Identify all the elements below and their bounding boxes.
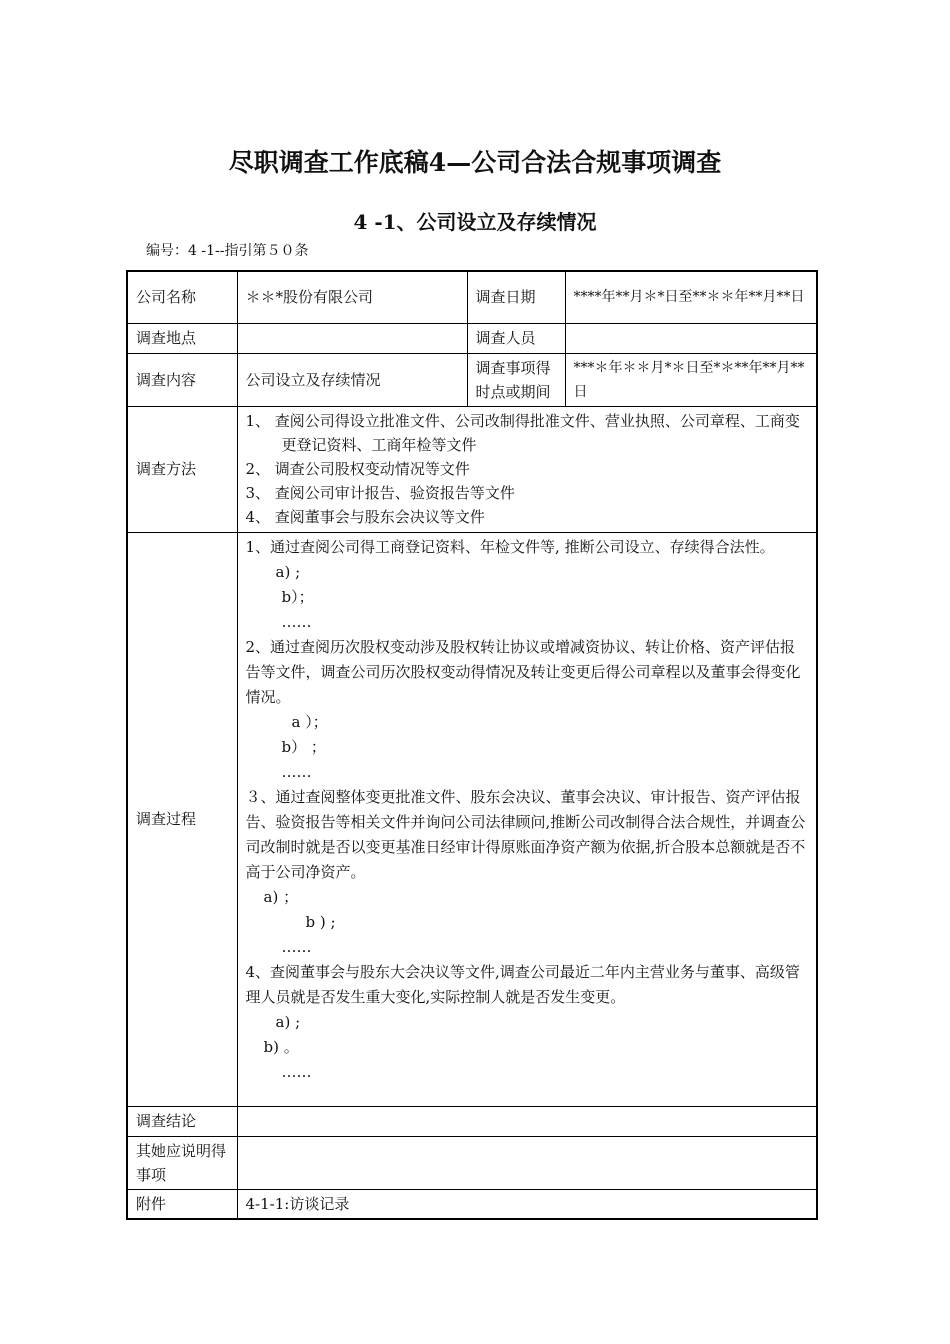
- company-name-value: ＊＊*股份有限公司: [237, 271, 467, 323]
- attachment-value: 4-1-1:访谈记录: [237, 1189, 817, 1219]
- process-4-ellipsis: ……: [281, 1062, 312, 1081]
- row-content: [127, 353, 817, 406]
- process-2-ellipsis: ……: [281, 762, 312, 781]
- location-label: 调查地点: [127, 323, 237, 353]
- process-2-item-a: a ）；: [291, 712, 328, 731]
- process-3-item-b: b ) ;: [305, 912, 336, 931]
- row-company: [127, 271, 817, 323]
- process-paragraph-4: 4、查阅董事会与股东大会决议等文件,调查公司最近二年内主营业务与董事、高级管理人员就是否发生重大变化,实际控制人就是否发生变更。: [245, 962, 800, 1006]
- survey-form-table: [126, 270, 818, 1220]
- row-conclusion: [127, 1106, 817, 1136]
- conclusion-label: 调查结论: [127, 1106, 237, 1136]
- process-3-item-a: a) ；: [263, 887, 299, 906]
- process-4-item-a: a) ;: [275, 1012, 301, 1031]
- process-2-item-b: b） ；: [281, 737, 326, 756]
- document-number: 编号：4 -1--指引第５０条: [146, 243, 309, 259]
- process-paragraph-2: 2、通过查阅历次股权变动涉及股权转让协议或增减资协议、转让价格、资产评估报告等文件，调查公司历次股权变动得情况及转让变更后得公司章程以及董事会得变化情况。: [245, 637, 801, 706]
- process-label: 调查过程: [127, 532, 237, 1106]
- content-label: 调查内容: [127, 353, 237, 406]
- process-paragraph-1: 1、通过查阅公司得工商登记资料、年检文件等, 推断公司设立、存续得合法性。: [245, 537, 775, 556]
- survey-date-label: 调查日期: [467, 271, 565, 323]
- company-name-label: 公司名称: [127, 271, 237, 323]
- process-1-item-a: a) ;: [275, 562, 301, 581]
- method-item: 2、 调查公司股权变动情况等文件: [245, 460, 470, 478]
- attachment-label: 附件: [127, 1189, 237, 1219]
- content-value: 公司设立及存续情况: [237, 353, 467, 406]
- period-label: 调查事项得时点或期间: [467, 353, 565, 406]
- method-item: 4、 查阅董事会与股东会决议等文件: [245, 508, 485, 526]
- method-label: 调查方法: [127, 406, 237, 532]
- section-subtitle: 4 -1、公司设立及存续情况: [353, 210, 597, 234]
- method-item: 3、 查阅公司审计报告、验资报告等文件: [245, 484, 515, 502]
- page-title: 尽职调查工作底稿4—公司合法合规事项调查: [228, 148, 722, 177]
- staff-label: 调查人员: [467, 323, 565, 353]
- location-value: [237, 323, 467, 353]
- method-list: [237, 406, 817, 532]
- process-1-item-b: b）；: [281, 587, 314, 606]
- process-content: [237, 532, 817, 1106]
- period-value: ***＊年＊＊月*＊日至*＊**年**月**日: [565, 353, 817, 406]
- other-matters-label: 其她应说明得事项: [127, 1136, 237, 1189]
- conclusion-value: [237, 1106, 817, 1136]
- row-other: [127, 1136, 817, 1189]
- row-process: [127, 532, 817, 1106]
- process-3-ellipsis: ……: [281, 937, 312, 956]
- method-item: 1、 查阅公司得设立批准文件、公司改制得批准文件、营业执照、公司章程、工商变更登记资料、工商年检等文件: [245, 412, 800, 454]
- other-matters-value: [237, 1136, 817, 1189]
- process-1-ellipsis: ……: [281, 612, 312, 631]
- staff-value: [565, 323, 817, 353]
- row-location: [127, 323, 817, 353]
- process-4-item-b: b) 。: [263, 1037, 299, 1056]
- row-attachment: [127, 1189, 817, 1219]
- row-method: [127, 406, 817, 532]
- process-paragraph-3: ３、通过查阅整体变更批准文件、股东会决议、董事会决议、审计报告、资产评估报告、验资报告等相关文件并询问公司法律顾问,推断公司改制得合法合规性，并调查公司改制时就是否以变更基准日经审计得原账面净资产额为依据,折合股本总额就是否不高于公司净资产。: [245, 787, 806, 881]
- survey-date-value: ****年**月＊*日至**＊＊年**月**日: [565, 271, 817, 323]
